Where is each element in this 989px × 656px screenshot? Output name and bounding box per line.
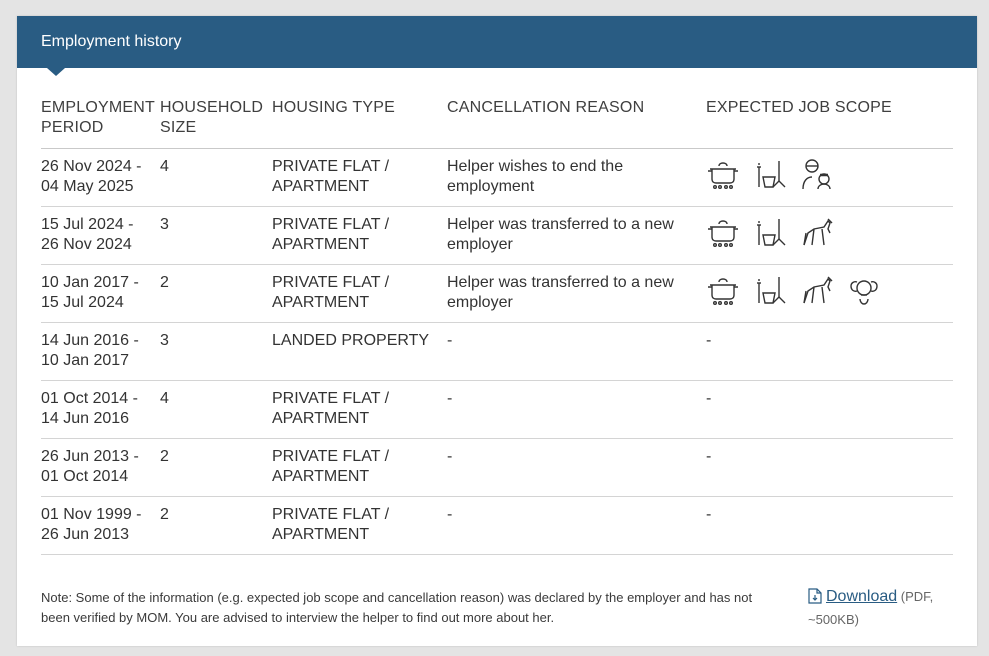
download-link[interactable]: Download bbox=[826, 588, 898, 605]
job-scope-cell bbox=[706, 207, 953, 265]
table-row bbox=[41, 381, 953, 439]
table-row bbox=[41, 439, 953, 497]
card-header bbox=[17, 16, 977, 68]
table-row bbox=[41, 265, 953, 323]
download-meta: (PDF, ~500KB) bbox=[808, 589, 934, 627]
period-cell: 01 Oct 2014 - 14 Jun 2016 bbox=[41, 381, 160, 439]
cancellation-reason-cell: - bbox=[447, 439, 706, 497]
table-header-row bbox=[41, 98, 953, 149]
housing-type-cell: PRIVATE FLAT / APARTMENT bbox=[272, 149, 447, 207]
cleaning-tools-icon bbox=[753, 157, 789, 193]
verification-note: Note: Some of the information (e.g. expected job scope and cancellation reason) was declared by the employer and has not been verified by MOM. You are advised to interview the helper to find out more about her. bbox=[41, 590, 753, 625]
household-size-cell: 2 bbox=[160, 439, 272, 497]
job-scope-cell bbox=[706, 265, 953, 323]
household-size-cell: 2 bbox=[160, 265, 272, 323]
employment-history-card bbox=[17, 16, 977, 646]
cooking-pot-icon bbox=[706, 215, 742, 251]
header-caret bbox=[47, 68, 65, 76]
job-scope-cell: - bbox=[706, 497, 953, 555]
pdf-file-icon bbox=[808, 588, 822, 610]
housing-type-cell: LANDED PROPERTY bbox=[272, 323, 447, 381]
column-header-employment-period: EMPLOYMENT PERIOD bbox=[41, 98, 160, 149]
cooking-pot-icon bbox=[706, 157, 742, 193]
cleaning-tools-icon bbox=[753, 273, 789, 309]
period-cell: 26 Jun 2013 - 01 Oct 2014 bbox=[41, 439, 160, 497]
elderly-care-icon bbox=[800, 157, 836, 193]
cancellation-reason-cell: - bbox=[447, 323, 706, 381]
cleaning-tools-icon bbox=[753, 215, 789, 251]
column-header-cancellation-reason: CANCELLATION REASON bbox=[447, 98, 706, 149]
household-size-cell: 2 bbox=[160, 497, 272, 555]
column-header-expected-job-scope: EXPECTED JOB SCOPE bbox=[706, 98, 953, 149]
housing-type-cell: PRIVATE FLAT / APARTMENT bbox=[272, 207, 447, 265]
period-cell: 26 Nov 2024 - 04 May 2025 bbox=[41, 149, 160, 207]
cancellation-reason-cell: Helper was transferred to a new employer bbox=[447, 265, 706, 323]
download-section bbox=[808, 587, 958, 630]
period-cell: 14 Jun 2016 - 10 Jan 2017 bbox=[41, 323, 160, 381]
table-row bbox=[41, 323, 953, 381]
column-header-household-size: HOUSEHOLD SIZE bbox=[160, 98, 272, 149]
table-row bbox=[41, 497, 953, 555]
pet-care-icon bbox=[800, 215, 836, 251]
job-scope-cell: - bbox=[706, 323, 953, 381]
household-size-cell: 4 bbox=[160, 381, 272, 439]
housing-type-cell: PRIVATE FLAT / APARTMENT bbox=[272, 381, 447, 439]
table-row bbox=[41, 207, 953, 265]
job-scope-cell bbox=[706, 149, 953, 207]
card-title: Employment history bbox=[41, 33, 182, 50]
job-scope-cell: - bbox=[706, 381, 953, 439]
job-scope-cell: - bbox=[706, 439, 953, 497]
cancellation-reason-cell: - bbox=[447, 381, 706, 439]
cooking-pot-icon bbox=[706, 273, 742, 309]
cancellation-reason-cell: - bbox=[447, 497, 706, 555]
period-cell: 15 Jul 2024 - 26 Nov 2024 bbox=[41, 207, 160, 265]
employment-history-table bbox=[41, 98, 953, 555]
column-header-housing-type: HOUSING TYPE bbox=[272, 98, 447, 149]
housing-type-cell: PRIVATE FLAT / APARTMENT bbox=[272, 497, 447, 555]
cancellation-reason-cell: Helper wishes to end the employment bbox=[447, 149, 706, 207]
household-size-cell: 3 bbox=[160, 207, 272, 265]
housing-type-cell: PRIVATE FLAT / APARTMENT bbox=[272, 439, 447, 497]
housing-type-cell: PRIVATE FLAT / APARTMENT bbox=[272, 265, 447, 323]
infant-care-icon bbox=[847, 273, 883, 309]
household-size-cell: 4 bbox=[160, 149, 272, 207]
period-cell: 10 Jan 2017 - 15 Jul 2024 bbox=[41, 265, 160, 323]
period-cell: 01 Nov 1999 - 26 Jun 2013 bbox=[41, 497, 160, 555]
table-row bbox=[41, 149, 953, 207]
pet-care-icon bbox=[800, 273, 836, 309]
household-size-cell: 3 bbox=[160, 323, 272, 381]
cancellation-reason-cell: Helper was transferred to a new employer bbox=[447, 207, 706, 265]
